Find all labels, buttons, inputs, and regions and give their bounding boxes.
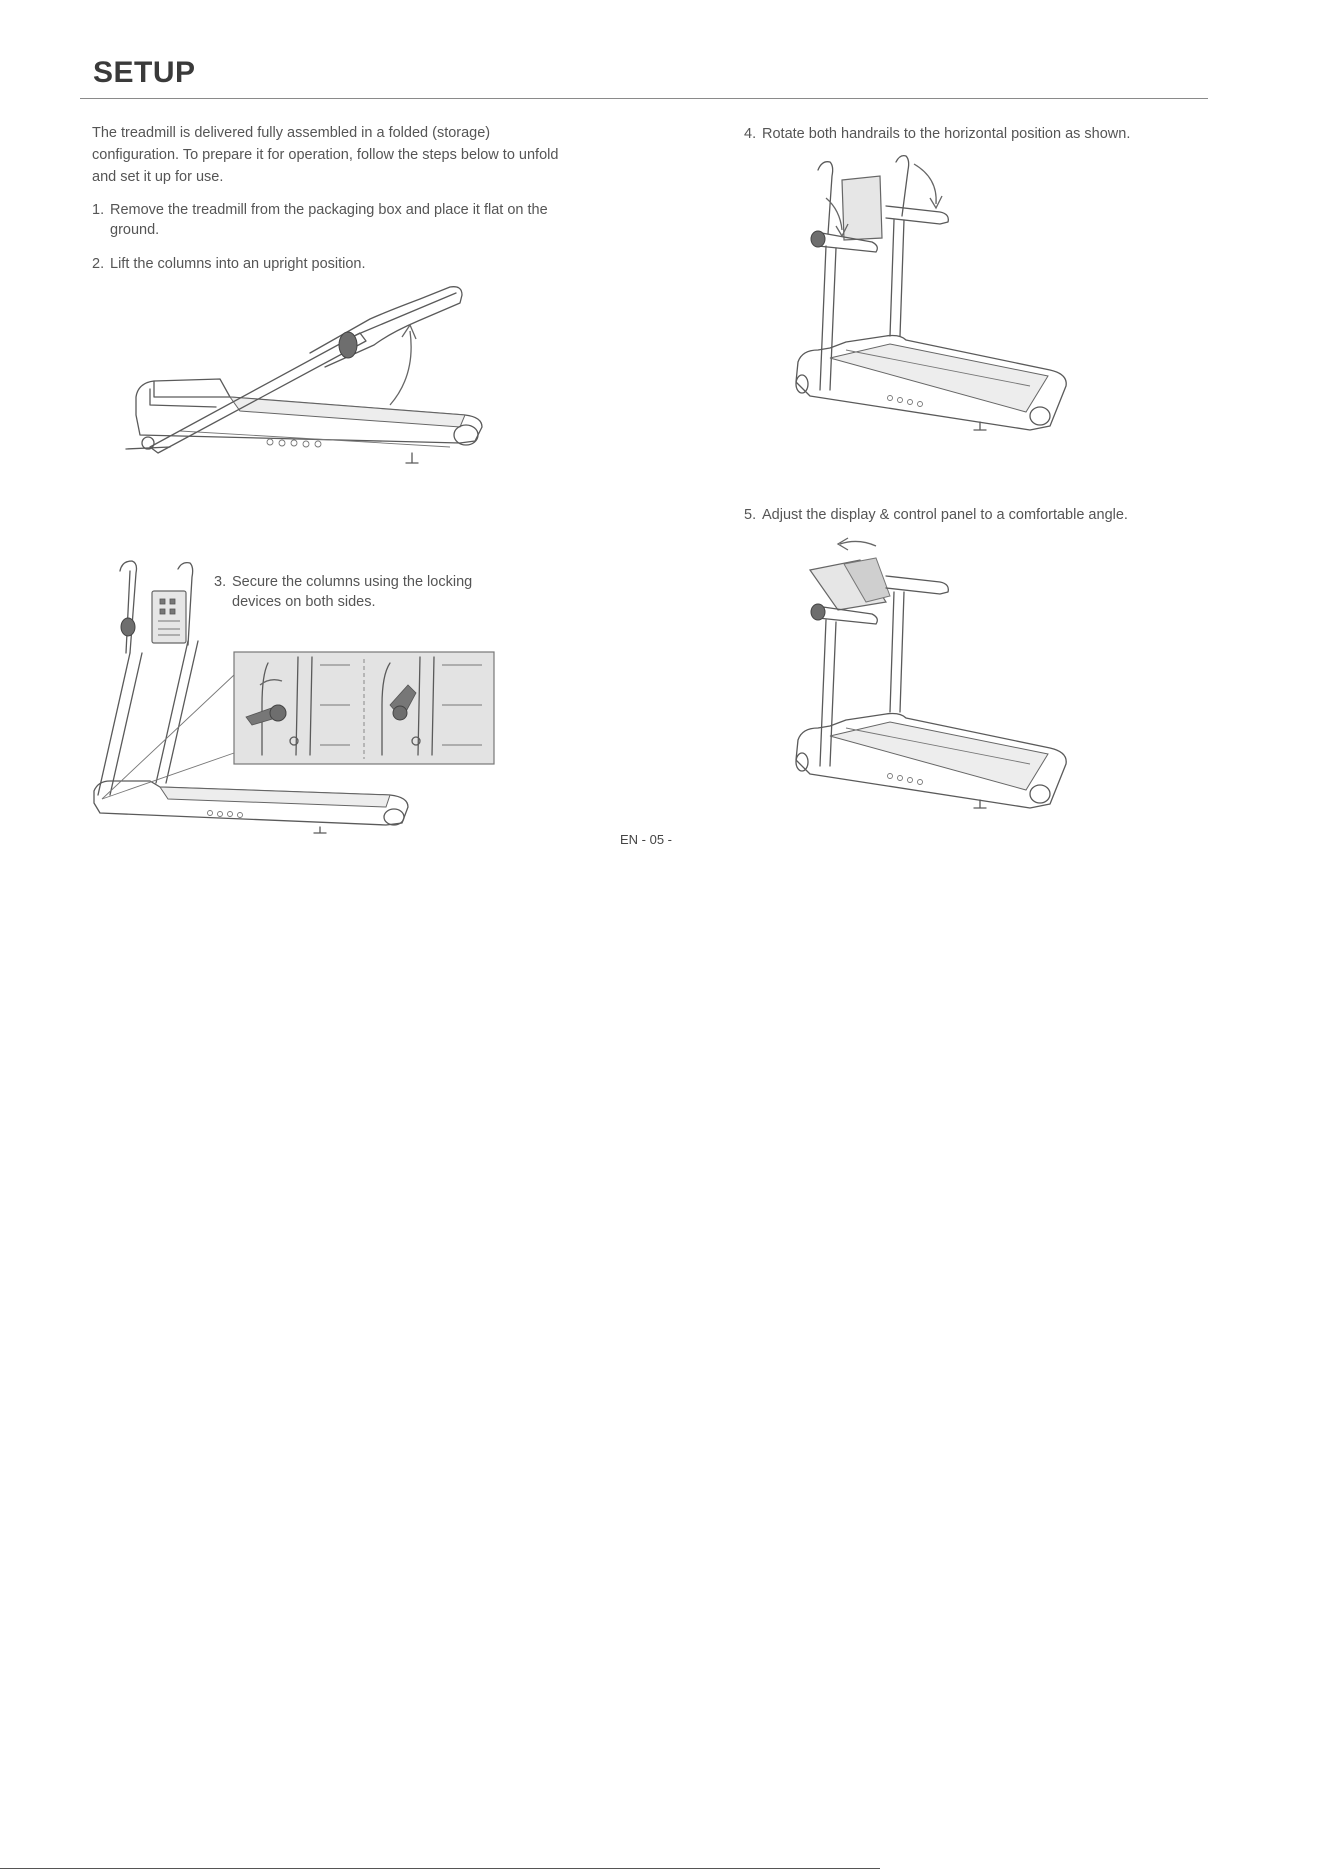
step-4 bbox=[744, 124, 1214, 144]
step-5-text: Adjust the display & control panel to a comfortable angle. bbox=[762, 507, 1128, 523]
step-5 bbox=[744, 505, 1214, 525]
step-2-text: Lift the columns into an upright position. bbox=[110, 256, 366, 272]
step-5-number: 5. bbox=[744, 507, 757, 523]
intro-paragraph: The treadmill is delivered fully assembled in a folded (storage) configuration. To prepare it for operation, follow the steps below to unfold and set it up for use. bbox=[92, 125, 559, 185]
step-2 bbox=[92, 254, 562, 274]
page-footer: EN - 05 - bbox=[620, 832, 673, 847]
step-3-text: Secure the columns using the locking devices on both sides. bbox=[232, 574, 473, 610]
step-3-number: 3. bbox=[214, 574, 227, 590]
step-4-number: 4. bbox=[744, 126, 757, 142]
step-2-number: 2. bbox=[92, 256, 105, 272]
step-1 bbox=[92, 200, 562, 240]
title-divider bbox=[80, 98, 1208, 99]
illustration-lift-columns bbox=[120, 285, 500, 485]
bottom-divider bbox=[0, 1868, 880, 1869]
step-4-text: Rotate both handrails to the horizontal position as shown. bbox=[762, 126, 1131, 142]
illustration-lock-columns bbox=[90, 555, 510, 835]
illustration-rotate-handrails bbox=[790, 150, 1080, 440]
step-1-number: 1. bbox=[92, 202, 105, 218]
illustration-adjust-display bbox=[790, 530, 1080, 830]
page-title: SETUP bbox=[93, 56, 196, 89]
step-1-text: Remove the treadmill from the packaging box and place it flat on the ground. bbox=[110, 202, 548, 238]
